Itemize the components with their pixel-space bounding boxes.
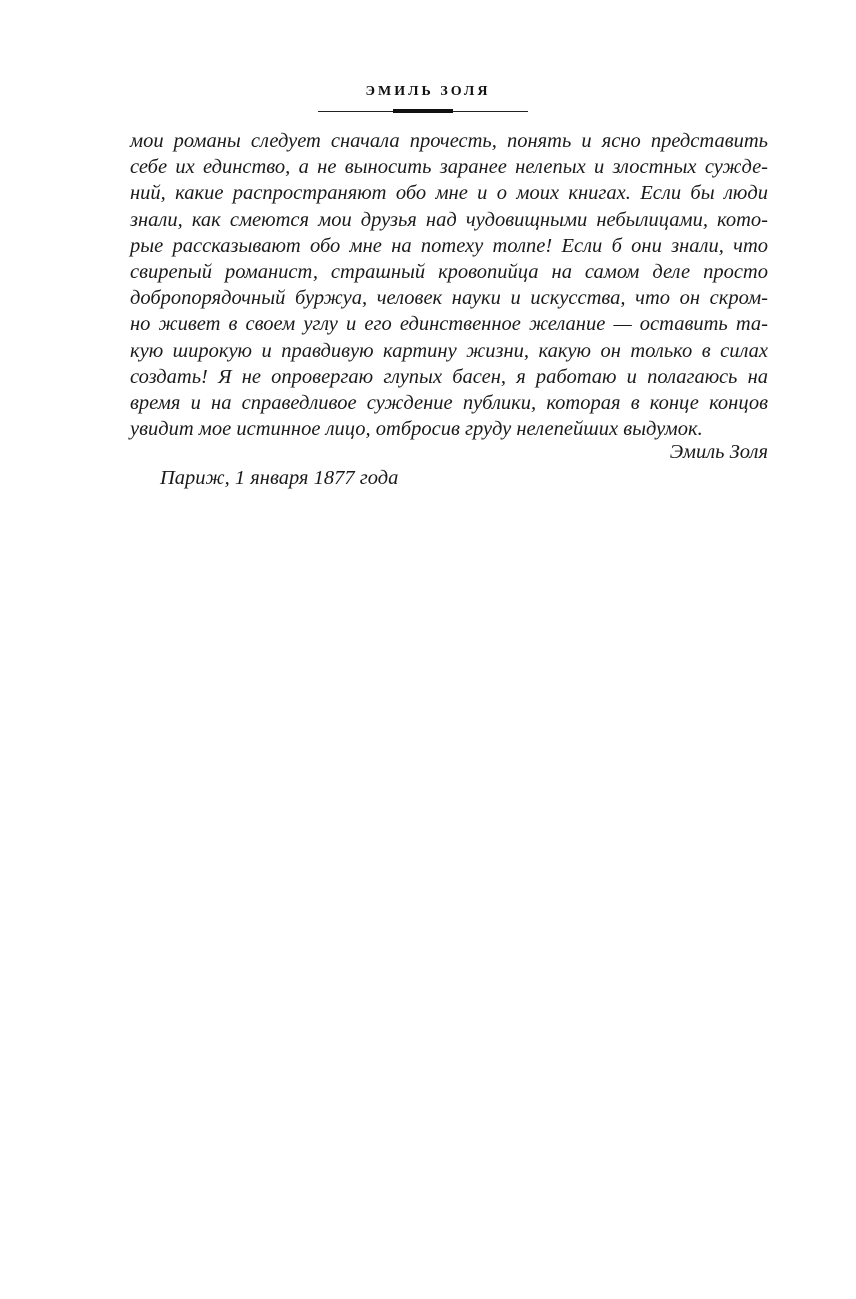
- text-line: время и на справедливое суждение публики, которая в конце концов: [130, 392, 768, 415]
- running-header: ЭМИЛЬ ЗОЛЯ: [365, 84, 491, 99]
- text-line: мои романы следует сначала прочесть, понять и ясно представить: [130, 130, 768, 152]
- text-line: себе их единство, а не выносить заранее нелепых и злостных сужде-: [130, 156, 768, 179]
- body-paragraph: [130, 128, 768, 442]
- author-signature: Эмиль Золя: [669, 441, 768, 463]
- dateline: Париж, 1 января 1877 года: [160, 467, 399, 489]
- text-line: знали, как смеются мои друзья над чудовищными небылицами, кото-: [130, 208, 768, 231]
- text-line: добропорядочный буржуа, человек науки и искусства, что он скром-: [130, 287, 768, 310]
- text-line: свирепый романист, страшный кровопийца на самом деле просто: [130, 261, 768, 284]
- text-line: увидит мое истинное лицо, отбросив груду нелепейших выдумок.: [130, 418, 703, 441]
- text-line: ний, какие распространяют обо мне и о моих книгах. Если бы люди: [130, 182, 768, 205]
- text-line: рые рассказывают обо мне на потеху толпе! Если б они знали, что: [130, 234, 768, 257]
- text-line: создать! Я не опровергаю глупых басен, я работаю и полагаюсь на: [130, 365, 768, 388]
- text-line: кую широкую и правдивую картину жизни, какую он только в силах: [130, 339, 768, 362]
- header-rule-accent: [393, 109, 453, 113]
- text-line: но живет в своем углу и его единственное желание — оставить та-: [130, 313, 768, 336]
